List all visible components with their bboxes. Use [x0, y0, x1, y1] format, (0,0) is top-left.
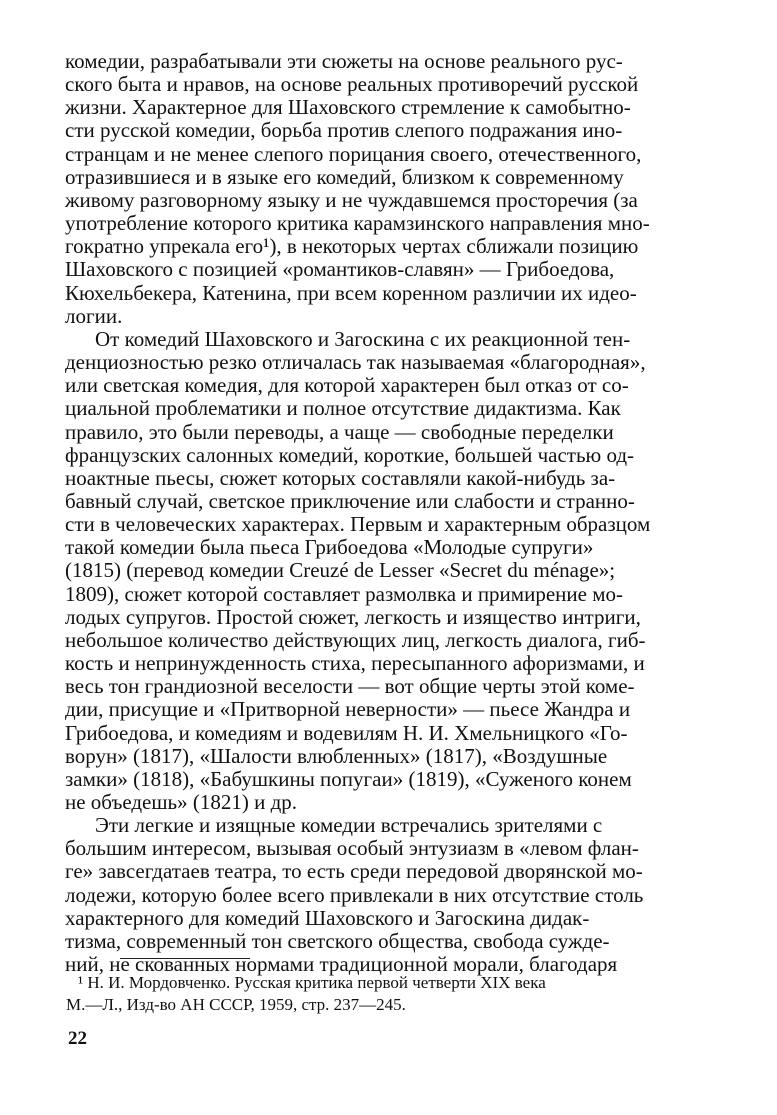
text-line: правило, это были переводы, а чаще — свободные переделки — [65, 419, 614, 444]
text-line: ского быта и нравов, на основе реальных противоречий русской — [65, 72, 639, 97]
page-number: 22 — [68, 1028, 87, 1049]
text-line: лодежи, которую более всего привлекали в них отсутствие столь — [65, 882, 644, 907]
text-line: (1815) (перевод комедии Creuzé de Lesser «Secret du ménage»; — [65, 558, 616, 583]
text-line: живому разговорному языку и не чуждавшемся просторечия (за — [65, 187, 638, 212]
text-line: сти в человеческих характерах. Первым и характерным образцом — [65, 512, 651, 537]
text-line: Шаховского с позицией «романтиков-славян» — Грибоедова, — [65, 257, 615, 282]
text-line: комедии, разрабатывали эти сюжеты на основе реального рус- — [65, 49, 623, 73]
text-line: ний, не скованных нормами традиционной морали, благодаря — [65, 952, 618, 977]
text-line: не объедешь» (1821) и др. — [65, 790, 298, 814]
text-line: лодых супругов. Простой сюжет, легкость и изящество интриги, — [65, 604, 641, 629]
text-line: ворун» (1817), «Шалости влюбленных» (1817), «Воздушные — [65, 743, 608, 768]
paragraph-start-line: От комедий Шаховского и Загоскина с их реакционной тен- — [95, 326, 631, 351]
text-line: ге» завсегдатаев театра, то есть среди передовой дворянской мо- — [65, 859, 643, 884]
paragraph-start-line: Эти легкие и изящные комедии встречались зрителями с — [95, 813, 603, 838]
text-line: денциозностью резко отличалась так называемая «благородная», — [65, 350, 646, 375]
text-line: Грибоедова, и комедиям и водевилям Н. И. Хмельницкого «Го- — [65, 720, 628, 745]
text-line: сти русской комедии, борьба против слепого подражания ино- — [65, 118, 623, 143]
text-line: циальной проблематики и полное отсутствие дидактизма. Как — [65, 396, 621, 421]
text-line: большим интересом, вызывая особый энтузиазм в «левом флан- — [65, 836, 639, 861]
text-line: употребление которого критика карамзинского направления мно- — [65, 211, 650, 236]
text-line: характерного для комедий Шаховского и Загоскина дидак- — [65, 905, 590, 930]
footnote-divider — [120, 958, 250, 959]
text-line: отразившиеся и в языке его комедий, близком к современному — [65, 164, 624, 189]
text-line: весь тон грандиозной веселости — вот общие черты этой коме- — [65, 674, 635, 699]
text-line: дии, присущие и «Притворной неверности» — пьесе Жандра и — [65, 697, 631, 722]
text-line: бавный случай, светское приключение или слабости и странно- — [65, 488, 635, 513]
text-line: странцам и не менее слепого порицания своего, отечественного, — [65, 141, 642, 166]
text-line: французских салонных комедий, короткие, большей частью од- — [65, 442, 635, 467]
text-line: логии. — [65, 303, 123, 328]
text-line: небольшое количество действующих лиц, легкость диалога, гиб- — [65, 627, 646, 652]
text-line: 1809), сюжет которой составляет размолвка и примирение мо- — [65, 581, 623, 606]
text-line: замки» (1818), «Бабушкины попугаи» (1819), «Суженого конем — [65, 766, 632, 791]
text-line: гократно упрекала его¹), в некоторых чертах сближали позицию — [65, 234, 639, 259]
text-line: жизни. Характерное для Шаховского стремление к самобытно- — [65, 95, 631, 120]
text-line: такой комедии была пьеса Грибоедова «Молодые супруги» — [65, 535, 594, 560]
text-line: Кюхельбекера, Катенина, при всем коренном различии их идео- — [65, 280, 637, 305]
text-line: или светская комедия, для которой характерен был отказ от со- — [65, 373, 629, 398]
footnote — [66, 972, 718, 1016]
footnote-line: М.—Л., Изд-во АН СССР, 1959, стр. 237—245. — [66, 995, 406, 1014]
text-line: кость и непринужденность стиха, пересыпанного афоризмами, и — [65, 651, 645, 676]
body-text — [65, 50, 709, 976]
text-line: ноактные пьесы, сюжет которых составляли какой-нибудь за- — [65, 465, 616, 490]
footnote-line: ¹ Н. И. Мордовченко. Русская критика первой четверти XIX века — [78, 973, 546, 992]
text-line: тизма, современный тон светского общества, свобода сужде- — [65, 928, 610, 953]
